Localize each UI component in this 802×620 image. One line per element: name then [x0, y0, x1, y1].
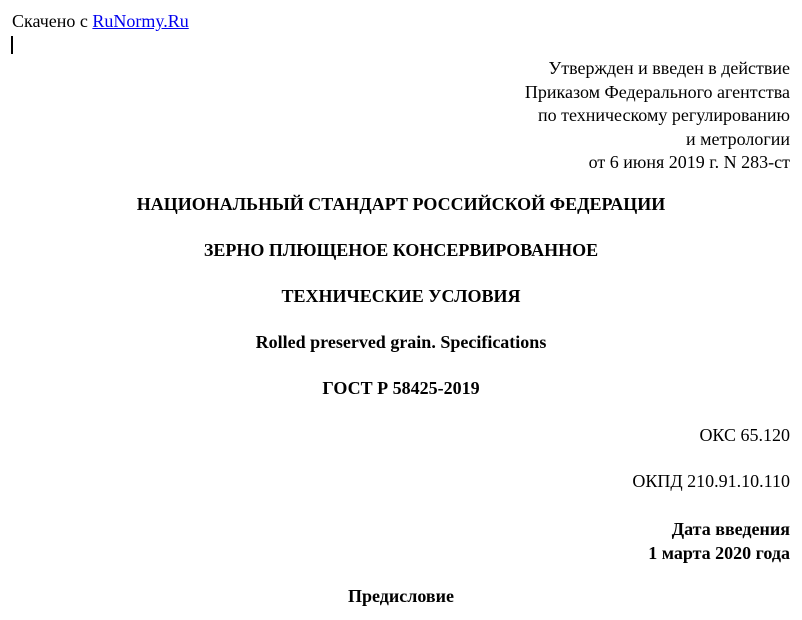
source-link[interactable]: RuNormy.Ru [92, 11, 189, 31]
approval-line: Утвержден и введен в действие [548, 58, 790, 78]
text-cursor [11, 36, 13, 54]
introduction-date: 1 марта 2020 года [648, 543, 790, 563]
approval-line: по техническому регулированию [537, 105, 790, 125]
approval-block [525, 57, 790, 175]
source-prefix: Скачено с [12, 11, 88, 31]
oks-code: ОКС 65.120 [699, 425, 790, 445]
product-title: ЗЕРНО ПЛЮЩЕНОЕ КОНСЕРВИРОВАННОЕ [203, 240, 599, 260]
okpd-code: ОКПД 210.91.10.110 [632, 471, 790, 491]
subtitle: ТЕХНИЧЕСКИЕ УСЛОВИЯ [281, 286, 521, 306]
approval-line: от 6 июня 2019 г. N 283-ст [588, 152, 790, 172]
introduction-date-block [648, 517, 790, 565]
standard-type-heading: НАЦИОНАЛЬНЫЙ СТАНДАРТ РОССИЙСКОЙ ФЕДЕРАЦИИ [136, 194, 666, 214]
english-title: Rolled preserved grain. Specifications [255, 332, 547, 352]
source-line [12, 10, 189, 32]
approval-line: и метрологии [686, 128, 790, 149]
standard-designation: ГОСТ Р 58425-2019 [322, 378, 480, 398]
foreword-heading: Предисловие [348, 586, 454, 606]
approval-line: Приказом Федерального агентства [524, 81, 790, 102]
introduction-label: Дата введения [671, 519, 790, 539]
